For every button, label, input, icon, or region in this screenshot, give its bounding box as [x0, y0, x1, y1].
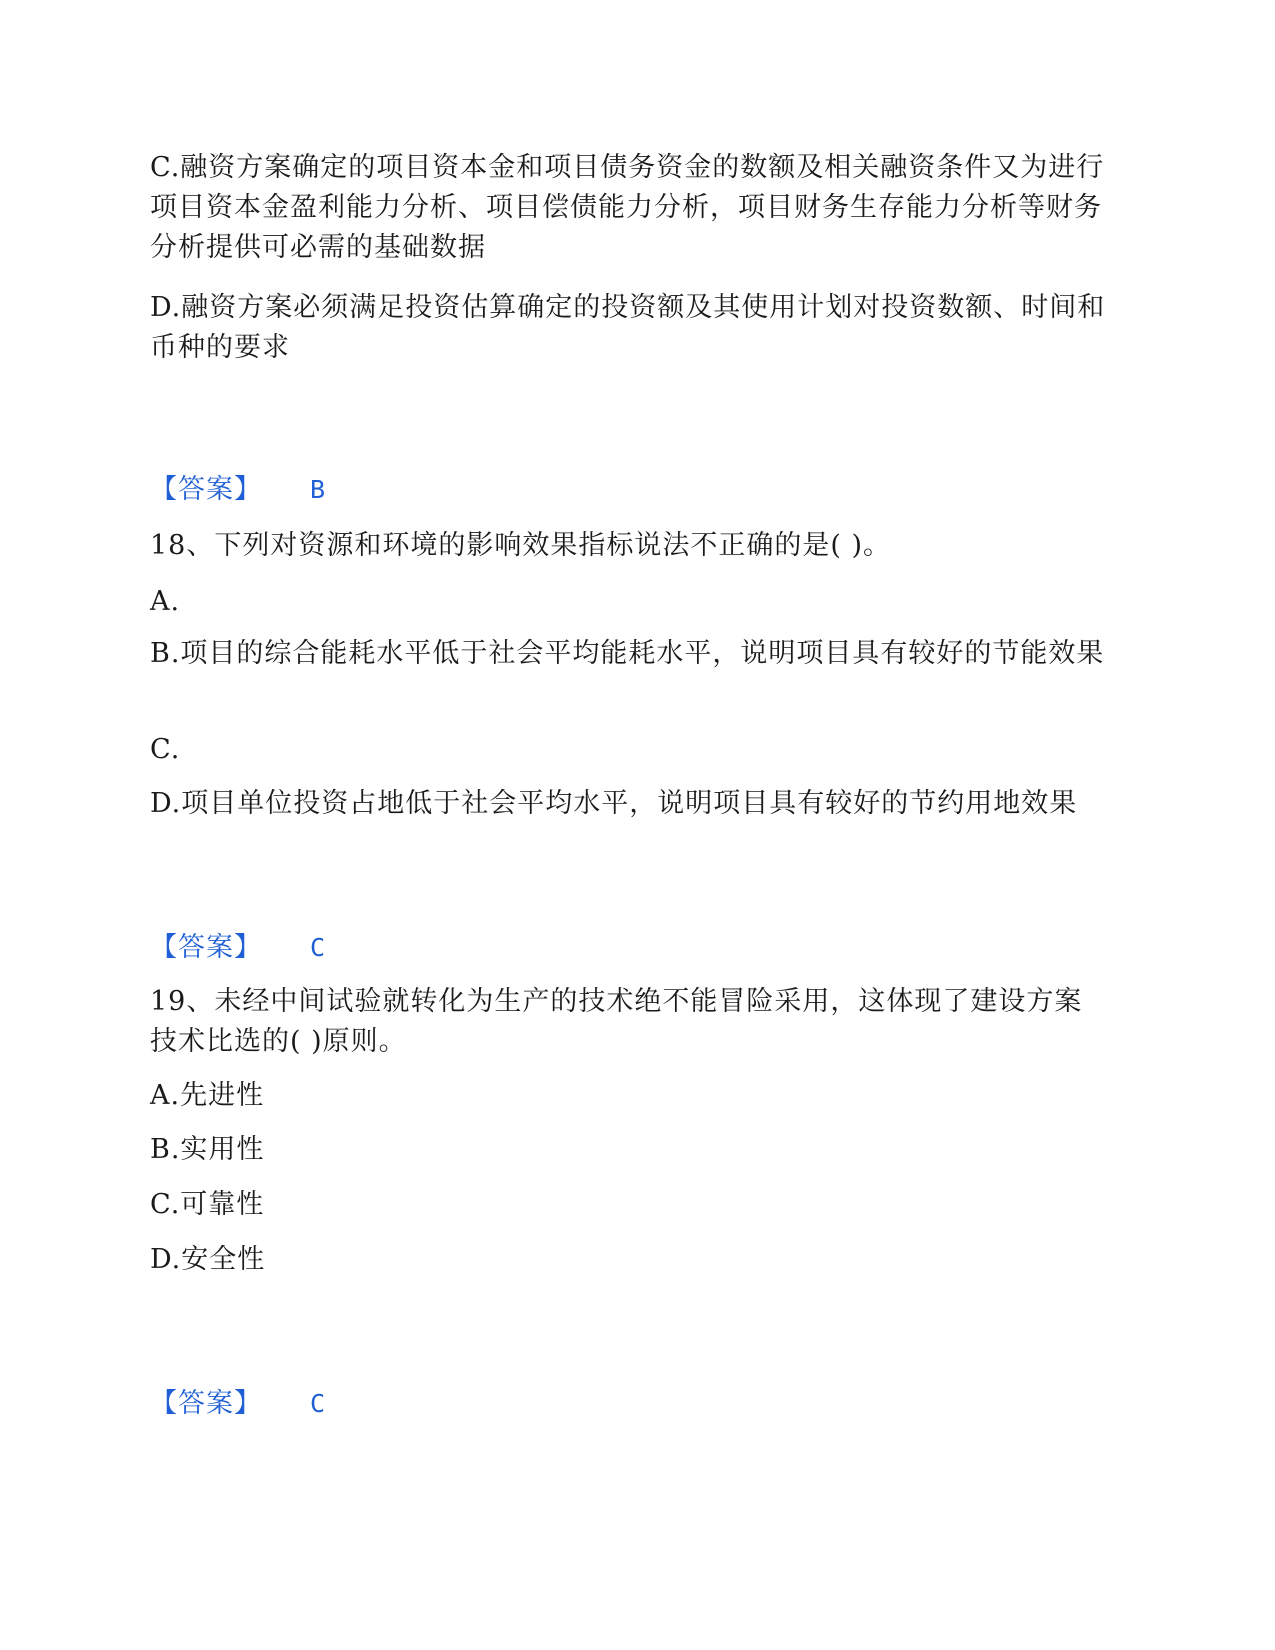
q18-option-a: A.	[150, 586, 181, 617]
q18-question: 18、下列对资源和环境的影响效果指标说法不正确的是( )。	[150, 530, 892, 561]
q19-option-d: D.安全性	[150, 1244, 266, 1275]
q18-answer	[150, 928, 325, 968]
q19-option-a: A.先进性	[150, 1080, 265, 1111]
q18-option-c: C.	[150, 734, 181, 765]
q19-answer	[150, 1384, 325, 1424]
q17-answer	[150, 470, 325, 510]
q17-option-d: D.融资方案必须满足投资估算确定的投资额及其使用计划对投资数额、时间和币种的要求	[150, 292, 1106, 363]
answer-label: 【答案】	[150, 932, 262, 963]
q18-option-b: B.项目的综合能耗水平低于社会平均能耗水平，说明项目具有较好的节能效果	[150, 638, 1105, 669]
q19-option-b: B.实用性	[150, 1134, 265, 1165]
q19-option-c: C.可靠性	[150, 1189, 265, 1220]
q18-option-d: D.项目单位投资占地低于社会平均水平，说明项目具有较好的节约用地效果	[150, 788, 1078, 819]
answer-label: 【答案】	[150, 1388, 262, 1419]
q17-option-c: C.融资方案确定的项目资本金和项目债务资金的数额及相关融资条件又为进行项目资本金盈利能力分析、项目偿债能力分析，项目财务生存能力分析等财务分析提供可必需的基础数据	[150, 152, 1105, 263]
answer-value: C	[310, 1389, 326, 1418]
answer-label: 【答案】	[150, 474, 262, 505]
q19-question: 19、未经中间试验就转化为生产的技术绝不能冒险采用，这体现了建设方案技术比选的( )原则。	[150, 986, 1083, 1057]
answer-value: B	[310, 475, 326, 504]
answer-value: C	[310, 933, 326, 962]
